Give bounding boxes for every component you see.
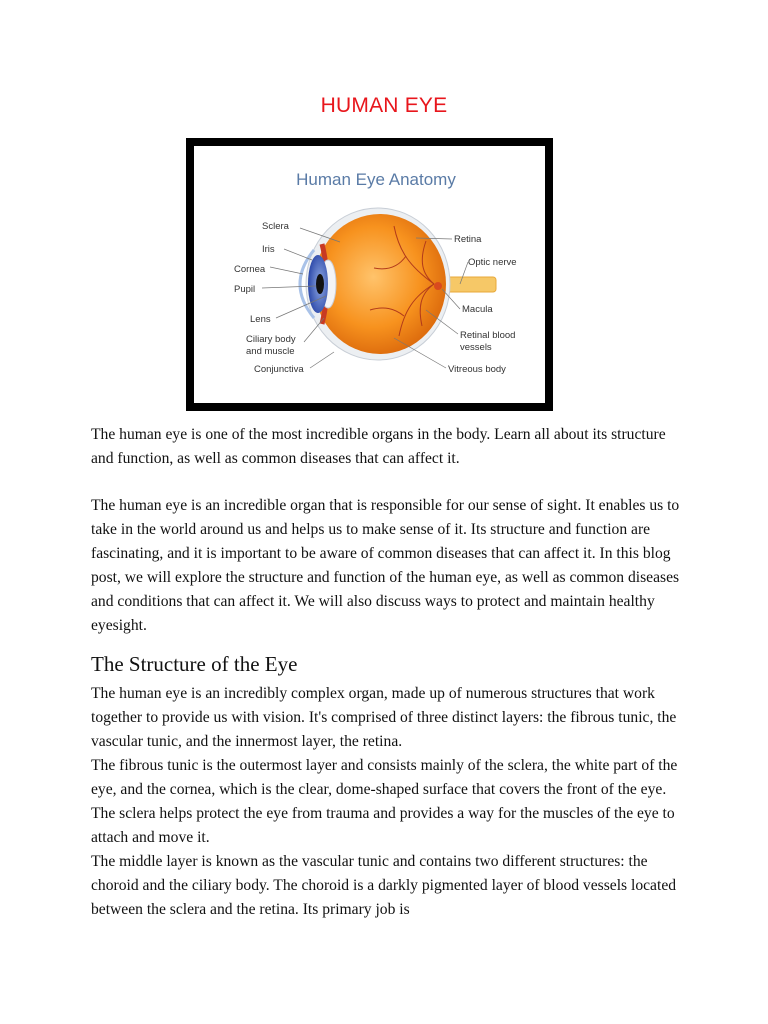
overview-text: The human eye is an incredible organ that is responsible for our sense of sight. It enables us to take in the world around us and helps us to make sense of it. Its structure and function are fascinating, and it is important to be aware of common diseases that can affect it. In this blog post, we will explore the structure and function of the human eye, as well as common diseases and conditions that can affect it. We will also discuss ways to protect and maintain healthy eyesight. [91, 497, 680, 634]
section-body [91, 682, 691, 922]
figure-title: Human Eye Anatomy [296, 170, 456, 189]
macula-shape [434, 282, 442, 290]
label-sclera: Sclera [262, 221, 289, 232]
section-heading: The Structure of the Eye [91, 652, 298, 676]
label-macula: Macula [462, 304, 493, 315]
overview-paragraph [91, 494, 691, 638]
pupil-shape [316, 274, 324, 294]
label-ciliary-body: Ciliary body [246, 334, 296, 345]
label-iris: Iris [262, 244, 275, 255]
section-paragraph-3: The middle layer is known as the vascular tunic and contains two different structures: the choroid and the ciliary body. The choroid is a darkly pigmented layer of blood vessels located between the sclera and the retina. Its primary job is [91, 853, 677, 918]
label-optic-nerve: Optic nerve [468, 257, 517, 268]
eye-anatomy-diagram [194, 146, 545, 403]
label-vitreous-body: Vitreous body [448, 364, 506, 375]
document-title: HUMAN EYE [320, 94, 448, 117]
label-ciliary-muscle: and muscle [246, 346, 295, 357]
label-vessels: vessels [460, 342, 492, 353]
label-conjunctiva: Conjunctiva [254, 364, 304, 375]
intro-text: The human eye is one of the most incredible organs in the body. Learn all about its structure and function, as well as common diseases that can affect it. [91, 426, 666, 467]
section-paragraph-1: The human eye is an incredibly complex organ, made up of numerous structures that work together to provide us with vision. It's comprised of three distinct layers: the fibrous tunic, the vascular tunic, and the innermost layer, the retina. [91, 685, 677, 750]
section-paragraph-2: The fibrous tunic is the outermost layer and consists mainly of the sclera, the white part of the eye, and the cornea, which is the clear, dome-shaped surface that covers the front of the eye. The sclera helps protect the eye from trauma and provides a way for the muscles of the eye to attach and move it. [91, 757, 678, 846]
label-pupil: Pupil [234, 284, 256, 295]
eye-anatomy-figure [186, 138, 553, 411]
intro-paragraph [91, 423, 691, 471]
label-retinal-blood: Retinal blood [460, 330, 516, 341]
label-retina: Retina [454, 234, 482, 245]
label-lens: Lens [250, 314, 271, 325]
label-cornea: Cornea [234, 264, 266, 275]
